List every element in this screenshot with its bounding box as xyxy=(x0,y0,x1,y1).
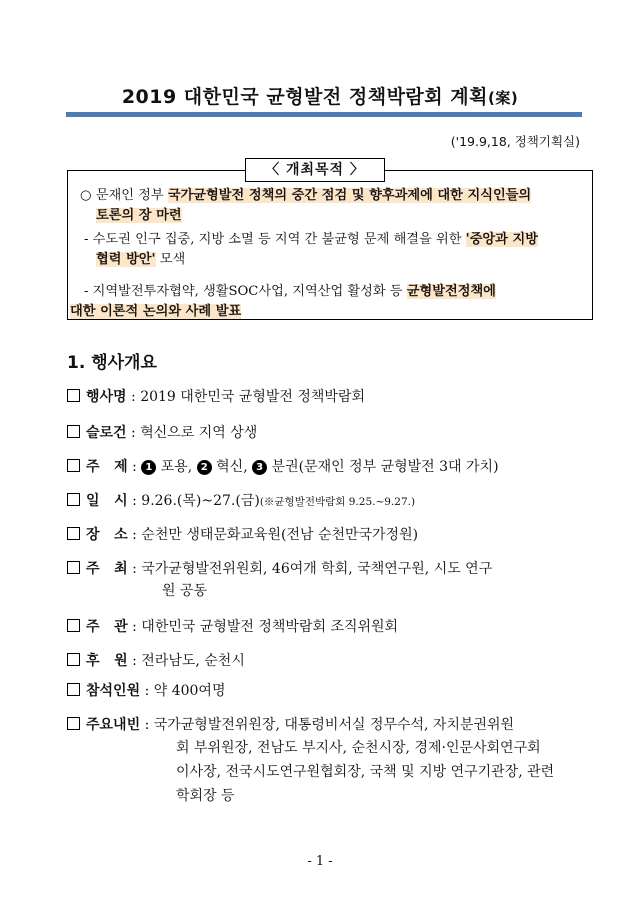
row-note: (※균형발전박람회 9.25.~9.27.) xyxy=(259,496,416,508)
row-attendance xyxy=(67,680,225,702)
row-label: 슬로건 xyxy=(86,425,127,441)
row-slogan xyxy=(67,422,257,444)
row-organizer xyxy=(67,616,398,638)
row-label: 주 최 xyxy=(86,561,128,577)
title-underline xyxy=(66,112,582,117)
row-theme xyxy=(67,456,499,478)
dash-bullet: - xyxy=(84,232,89,247)
number-badge-2: 2 xyxy=(197,460,212,475)
number-badge-3: 3 xyxy=(252,460,267,475)
row-value: : 9.26.(목)~27.(금) xyxy=(132,493,260,509)
purpose-sub1-line-2 xyxy=(96,250,185,270)
circle-bullet: ○ xyxy=(80,188,92,203)
title-suffix: (案) xyxy=(487,89,519,107)
row-value: : 순천만 생태문화교육원(전남 순천만국가정원) xyxy=(132,527,419,543)
row-label: 일 시 xyxy=(86,493,128,509)
row-value: : 전라남도, 순천시 xyxy=(132,653,245,669)
checkbox-square-icon xyxy=(67,619,80,632)
row-label: 주 제 xyxy=(86,459,128,475)
purpose-sub1-tail: 모색 xyxy=(159,252,186,267)
row-value: : 국가균형발전위원회, 46여개 학회, 국책연구원, 시도 연구 xyxy=(132,561,493,577)
checkbox-square-icon xyxy=(67,683,80,696)
row-label: 주 관 xyxy=(86,619,128,635)
row-value: : 약 400여명 xyxy=(144,683,226,699)
purpose-sub1-plain: 수도권 인구 집중, 지방 소멸 등 지역 간 불균형 문제 해결을 위한 xyxy=(92,232,462,247)
row-key-guests-cont-1: 회 부위원장, 전남도 부지사, 순천시장, 경제·인문사회연구회 xyxy=(176,740,541,756)
purpose-intro-plain: 문재인 정부 xyxy=(95,188,164,203)
row-value: : 2019 대한민국 균형발전 정책박람회 xyxy=(131,389,365,405)
checkbox-square-icon xyxy=(67,527,80,540)
row-venue xyxy=(67,524,418,546)
row-sponsor xyxy=(67,650,245,672)
document-title xyxy=(0,82,640,109)
date-note: ('19.9,18, 정책기획실) xyxy=(450,134,580,149)
checkbox-square-icon xyxy=(67,459,80,472)
row-label: 주요내빈 xyxy=(86,717,141,733)
row-datetime xyxy=(67,490,415,513)
checkbox-square-icon xyxy=(67,561,80,574)
row-key-guests-cont-2: 이사장, 전국시도연구원협회장, 국책 및 지방 연구기관장, 관련 xyxy=(176,764,555,780)
row-event-name xyxy=(67,386,365,408)
number-badge-1: 1 xyxy=(141,460,156,475)
purpose-sub2-highlight-cont: 대한 이론적 논의와 사례 발표 xyxy=(70,304,242,319)
checkbox-square-icon xyxy=(67,653,80,666)
row-key-guests xyxy=(67,714,514,736)
purpose-sub2-highlight: 균형발전정책에 xyxy=(406,284,496,299)
row-host xyxy=(67,558,492,580)
purpose-intro-highlight: 국가균형발전 정책의 중간 점검 및 향후과제에 대한 지식인들의 xyxy=(167,188,532,203)
row-host-cont: 원 공동 xyxy=(162,583,208,599)
theme-inclusion: 포용, xyxy=(156,459,197,475)
purpose-intro-line xyxy=(80,186,531,206)
purpose-sub1-highlight-cont: 협력 방안' xyxy=(96,252,156,267)
row-label: 후 원 xyxy=(86,653,128,669)
purpose-sub1-highlight: '중앙과 지방 xyxy=(465,232,538,247)
row-value-prefix: : xyxy=(132,459,142,475)
theme-decentralization: 분권(문재인 정부 균형발전 3대 가치) xyxy=(267,459,499,475)
row-label: 장 소 xyxy=(86,527,128,543)
title-main: 2019 대한민국 균형발전 정책박람회 계획 xyxy=(121,86,488,108)
purpose-sub2-plain: 지역발전투자협약, 생활SOC사업, 지역산업 활성화 등 xyxy=(92,284,403,299)
row-value: : 혁신으로 지역 상생 xyxy=(131,425,258,441)
row-value: : 대한민국 균형발전 정책박람회 조직위원회 xyxy=(132,619,399,635)
checkbox-square-icon xyxy=(67,425,80,438)
purpose-sub1-line xyxy=(84,230,538,250)
section-heading: 1. 행사개요 xyxy=(67,353,157,373)
checkbox-square-icon xyxy=(67,389,80,402)
purpose-sub2-line xyxy=(84,282,496,302)
row-value: : 국가균형발전위원장, 대통령비서실 정무수석, 자치분권위원 xyxy=(144,717,515,733)
row-key-guests-cont-3: 학회장 등 xyxy=(176,788,235,804)
purpose-tag: 〈 개최목적 〉 xyxy=(245,158,385,182)
page-number: - 1 - xyxy=(307,854,333,869)
row-label: 행사명 xyxy=(86,389,127,405)
checkbox-square-icon xyxy=(67,717,80,730)
checkbox-square-icon xyxy=(67,493,80,506)
theme-innovation: 혁신, xyxy=(211,459,253,475)
dash-bullet: - xyxy=(84,284,89,299)
purpose-intro-highlight-cont: 토론의 장 마련 xyxy=(96,208,182,223)
row-label: 참석인원 xyxy=(86,683,141,699)
purpose-intro-line-2 xyxy=(96,206,182,226)
purpose-sub2-line-2 xyxy=(70,302,241,322)
